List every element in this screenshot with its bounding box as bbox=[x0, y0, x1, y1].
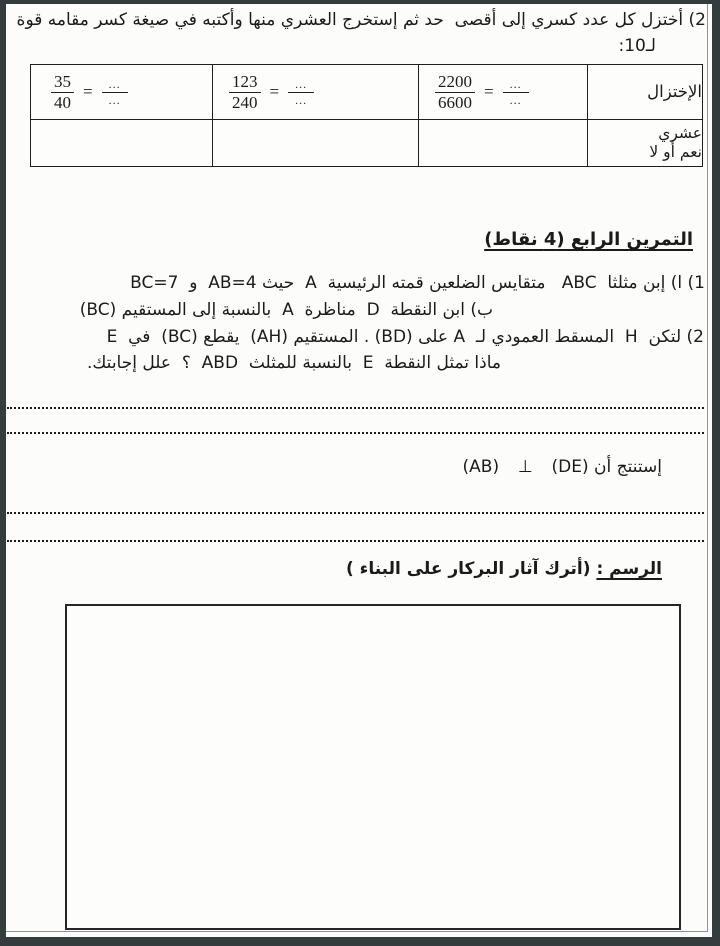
conclude-prefix: إستنتج أن bbox=[594, 457, 662, 477]
decimal-row-label bbox=[588, 120, 703, 167]
exercise-line-2: ب) ابن النقطة D مناظرة A بالنسبة إلى المستقيم (BC) bbox=[79, 300, 493, 320]
decimal-label-line1: عشري bbox=[658, 123, 702, 142]
instruction-line-2: لـ10: bbox=[618, 36, 656, 56]
drawing-note: (أترك آثار البركار على البناء ) bbox=[345, 559, 591, 579]
exercise-line-3: 2) لتكن H المسقط العمودي لـ A على (BD) . المستقيم (AH) يقطع (BC) في E bbox=[106, 327, 704, 347]
drawing-box bbox=[65, 604, 681, 930]
answer-cell-empty-3 bbox=[419, 120, 588, 167]
fraction-denominator: 240 bbox=[232, 92, 258, 112]
drawing-caption bbox=[346, 558, 662, 581]
equals-sign: = bbox=[484, 82, 494, 101]
fraction-cell-2200-6600 bbox=[419, 65, 588, 120]
exercise-line-4: ماذا تمثل النقطة E بالنسبة للمثلث ABD ؟ علل إجابتك. bbox=[86, 353, 501, 373]
answer-numerator-dots: ... bbox=[288, 78, 314, 93]
answer-dotted-line-2 bbox=[7, 432, 704, 434]
fraction-cell-123-240 bbox=[213, 65, 419, 120]
reduction-table bbox=[30, 64, 703, 167]
instruction-line-1: 2) أختزل كل عدد كسري إلى أقصى حد ثم إستخرج العشري منها وأكتبه في صيغة كسر مقامه قوة bbox=[16, 10, 706, 30]
exercise-title: التمرين الرابع (4 نقاط) bbox=[484, 229, 693, 250]
decimal-label-line2: نعم أو لا bbox=[649, 143, 702, 161]
conclude-line bbox=[463, 456, 662, 479]
answer-denominator-dots: ... bbox=[108, 92, 121, 107]
fraction-numerator: 123 bbox=[229, 73, 261, 93]
answer-numerator-dots: ... bbox=[102, 78, 128, 93]
answer-dotted-line-3 bbox=[7, 512, 704, 514]
answer-dotted-line-1 bbox=[7, 407, 704, 409]
reduction-row-label: الإختزال bbox=[588, 65, 703, 120]
answer-denominator-dots: ... bbox=[509, 92, 522, 107]
perpendicular-symbol: ⊥ bbox=[517, 457, 533, 477]
drawing-label: الرسم : bbox=[596, 559, 662, 579]
answer-numerator-dots: ... bbox=[503, 78, 529, 93]
fraction-numerator: 35 bbox=[51, 73, 74, 93]
exercise-line-1: 1) ا) إبن مثلثا ABC متقايس الضلعين قمته الرئيسية A حيث AB=4 و BC=7 bbox=[130, 273, 705, 293]
answer-cell-empty-2 bbox=[213, 120, 419, 167]
fraction-denominator: 6600 bbox=[438, 92, 472, 112]
equals-sign: = bbox=[269, 82, 280, 101]
answer-denominator-dots: ... bbox=[295, 92, 308, 107]
fraction-cell-35-40 bbox=[31, 65, 213, 120]
line-AB-token: (AB) bbox=[462, 457, 500, 477]
fraction-denominator: 40 bbox=[54, 92, 71, 112]
answer-cell-empty-1 bbox=[31, 120, 213, 167]
fraction-numerator: 2200 bbox=[435, 73, 475, 93]
line-DE-token: (DE) bbox=[551, 457, 589, 477]
equals-sign: = bbox=[83, 82, 93, 101]
answer-dotted-line-4 bbox=[7, 540, 704, 542]
